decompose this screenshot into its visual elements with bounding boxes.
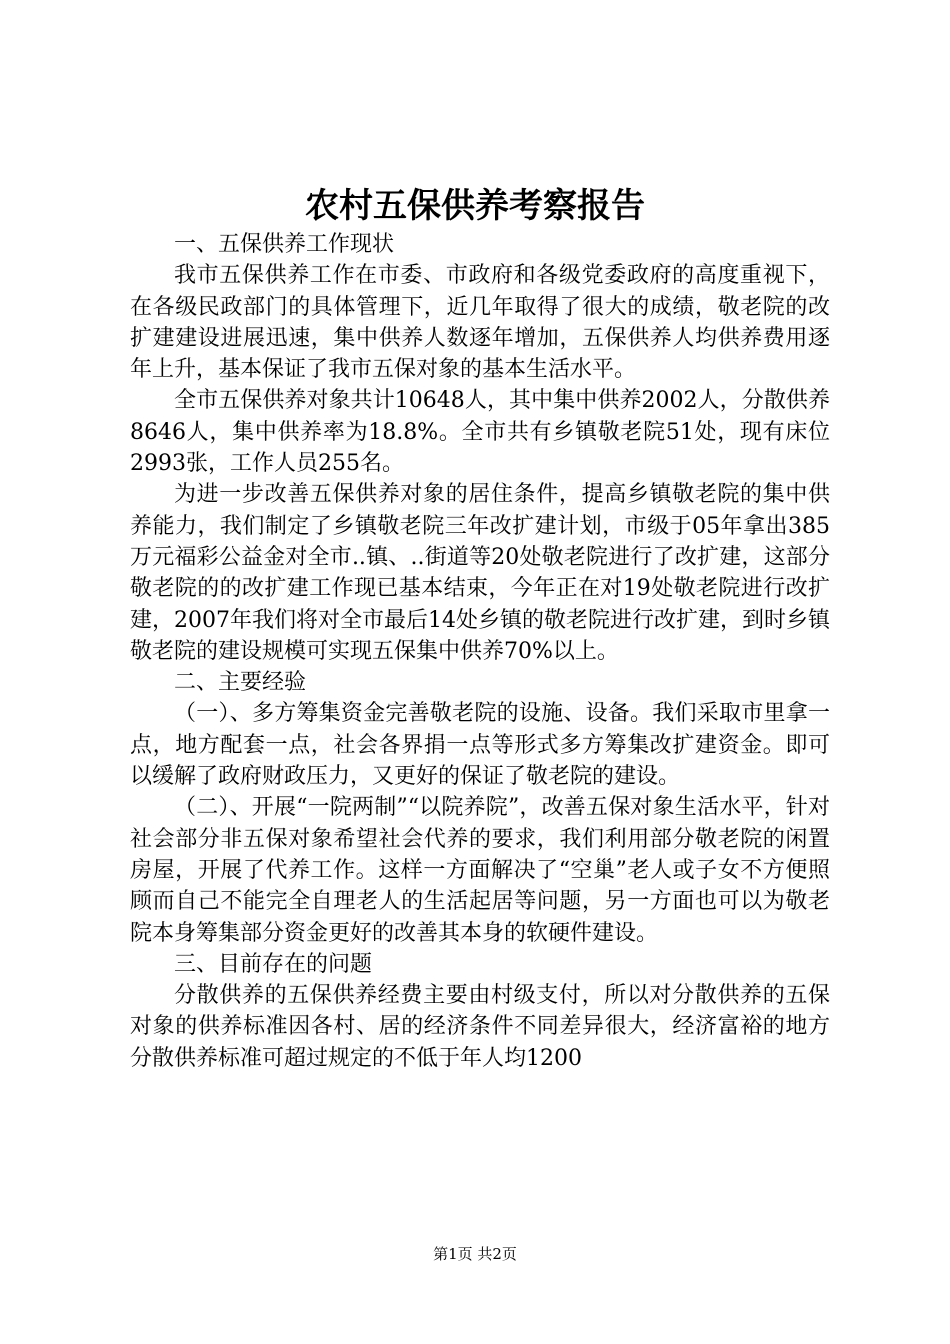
paragraph-experience-dual-system: （二）、开展“一院两制”“以院养院”，改善五保对象生活水平，针对社会部分非五保对象希望社会代养的要求，我们利用部分敬老院的闲置房屋，开展了代养工作。这样一方面解决了“空巢”老人或子女不方便照顾而自己不能完全自理老人的生活起居等问题，另一方面也可以为敬老院本身筹集部分资金更好的改善其本身的软硬件建设。 bbox=[130, 795, 830, 946]
section-heading-problems: 三、目前存在的问题 bbox=[174, 951, 373, 977]
paragraph-renovation-plan: 为进一步改善五保供养对象的居住条件，提高乡镇敬老院的集中供养能力，我们制定了乡镇敬老院三年改扩建计划，市级于05年拿出385万元福彩公益金对全市..镇、..街道等20处敬老院进行了改扩建，这部分敬老院的的改扩建工作现已基本结束，今年正在对19处敬老院进行改扩建，2007年我们将对全市最后14处乡镇的敬老院进行改扩建，到时乡镇敬老院的建设规模可实现五保集中供养70%以上。 bbox=[130, 482, 830, 664]
paragraph-experience-funding: （一）、多方筹集资金完善敬老院的设施、设备。我们采取市里拿一点，地方配套一点，社会各界捐一点等形式多方筹集改扩建资金。即可以缓解了政府财政压力，又更好的保证了敬老院的建设。 bbox=[130, 701, 830, 790]
section-heading-experience: 二、主要经验 bbox=[174, 670, 307, 696]
page-footer: 第1页 共2页 bbox=[433, 1245, 517, 1263]
paragraph-status-overview: 我市五保供养工作在市委、市政府和各级党委政府的高度重视下，在各级民政部门的具体管理下，近几年取得了很大的成绩，敬老院的改扩建建设进展迅速，集中供养人数逐年增加，五保供养人均供养费用逐年上升，基本保证了我市五保对象的基本生活水平。 bbox=[130, 263, 830, 383]
paragraph-statistics: 全市五保供养对象共计10648人，其中集中供养2002人，分散供养8646人，集中供养率为18.8%。全市共有乡镇敬老院51处，现有床位2993张，工作人员255名。 bbox=[130, 388, 830, 477]
document-title: 农村五保供养考察报告 bbox=[305, 186, 645, 226]
document-body bbox=[130, 229, 830, 1074]
section-heading-status: 一、五保供养工作现状 bbox=[174, 232, 395, 257]
paragraph-problems: 分散供养的五保供养经费主要由村级支付，所以对分散供养的五保对象的供养标准因各村、居的经济条件不同差异很大，经济富裕的地方分散供养标准可超过规定的不低于年人均1200 bbox=[130, 983, 830, 1071]
